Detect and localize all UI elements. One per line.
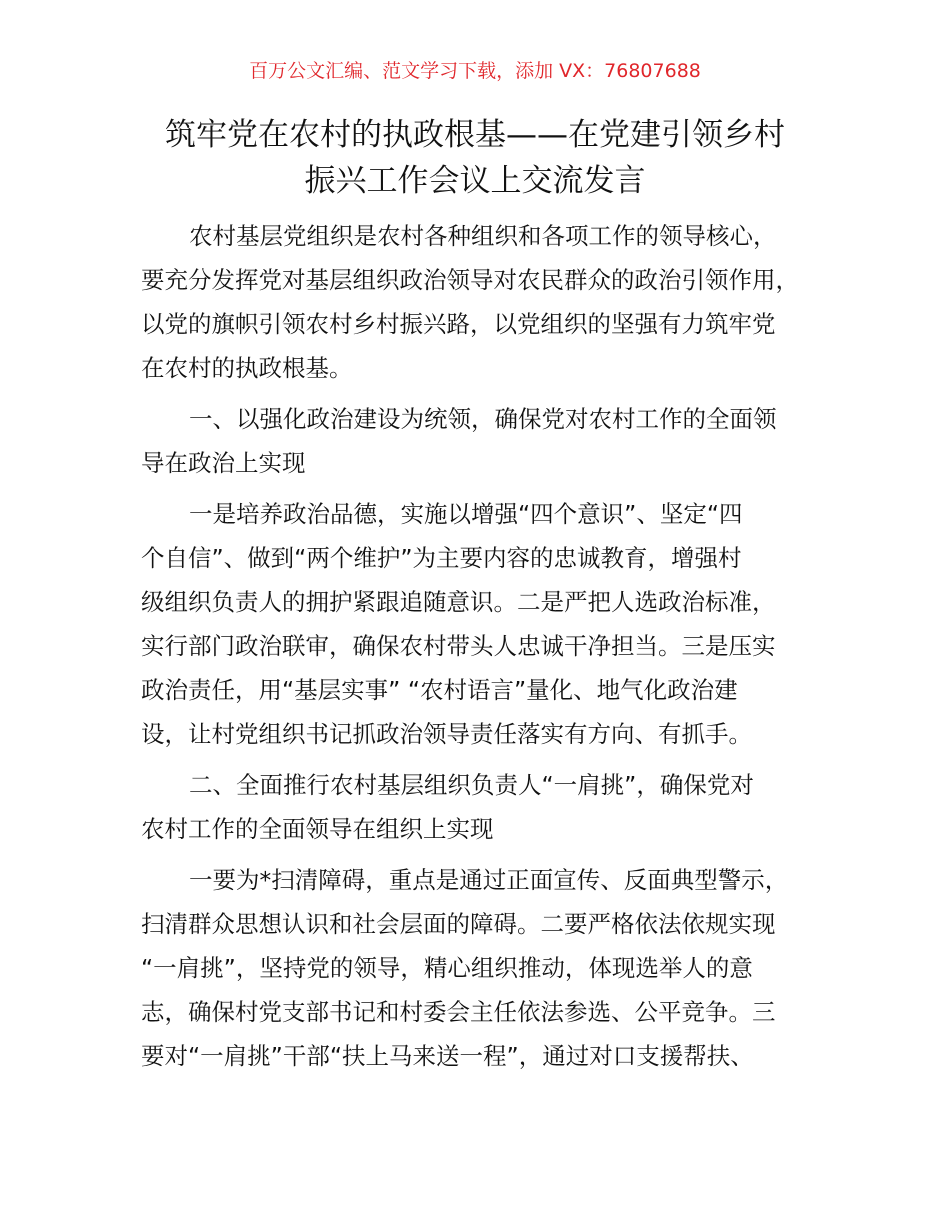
text-line: 以党的旗帜引领农村乡村振兴路，以党组织的坚强有力筑牢党 [141, 310, 776, 338]
section-heading [141, 763, 841, 851]
title-line: 振兴工作会议上交流发言 [304, 163, 646, 199]
text-line: 要充分发挥党对基层组织政治领导对农民群众的政治引领作用， [141, 266, 799, 294]
text-line: 要对“一肩挑”干部“扶上马来送一程”，通过对口支援帮扶、 [141, 1042, 754, 1070]
text-line: 志，确保村党支部书记和村委会主任依法参选、公平竞争。三 [141, 998, 776, 1026]
paragraph [141, 214, 841, 390]
document-body [141, 214, 841, 1085]
text-line: 导在政治上实现 [141, 449, 306, 477]
paragraph [141, 858, 841, 1078]
text-line: 在农村的执政根基。 [141, 354, 353, 382]
text-line: 实行部门政治联审，确保农村带头人忠诚干净担当。三是压实 [141, 632, 776, 660]
text-line: 一要为*扫清障碍，重点是通过正面宣传、反面典型警示， [189, 866, 789, 894]
text-line: 政治责任，用“基层实事” “农村语言”量化、地气化政治建 [141, 676, 738, 704]
text-line: 一、以强化政治建设为统领，确保党对农村工作的全面领 [189, 405, 777, 433]
document-title [0, 112, 950, 204]
text-line: 二、全面推行农村基层组织负责人“一肩挑”，确保党对 [189, 771, 754, 799]
section-heading [141, 397, 841, 485]
text-line: 农村工作的全面领导在组织上实现 [141, 815, 494, 843]
text-line: 农村基层党组织是农村各种组织和各项工作的领导核心， [189, 222, 777, 250]
paragraph [141, 492, 841, 756]
text-line: 一是培养政治品德，实施以增强“四个意识”、坚定“四 [189, 500, 743, 528]
text-line: 设，让村党组织书记抓政治领导责任落实有方向、有抓手。 [141, 720, 752, 748]
text-line: 级组织负责人的拥护紧跟追随意识。二是严把人选政治标准， [141, 588, 776, 616]
text-line: “一肩挑”，坚持党的领导，精心组织推动，体现选举人的意 [141, 954, 753, 982]
title-line: 筑牢党在农村的执政根基——在党建引领乡村 [165, 117, 785, 153]
watermark-banner: 百万公文汇编、范文学习下载，添加 VX：76807688 [249, 60, 701, 82]
text-line: 扫清群众思想认识和社会层面的障碍。二要严格依法依规实现 [141, 910, 776, 938]
text-line: 个自信”、做到“两个维护”为主要内容的忠诚教育，增强村 [141, 544, 742, 572]
